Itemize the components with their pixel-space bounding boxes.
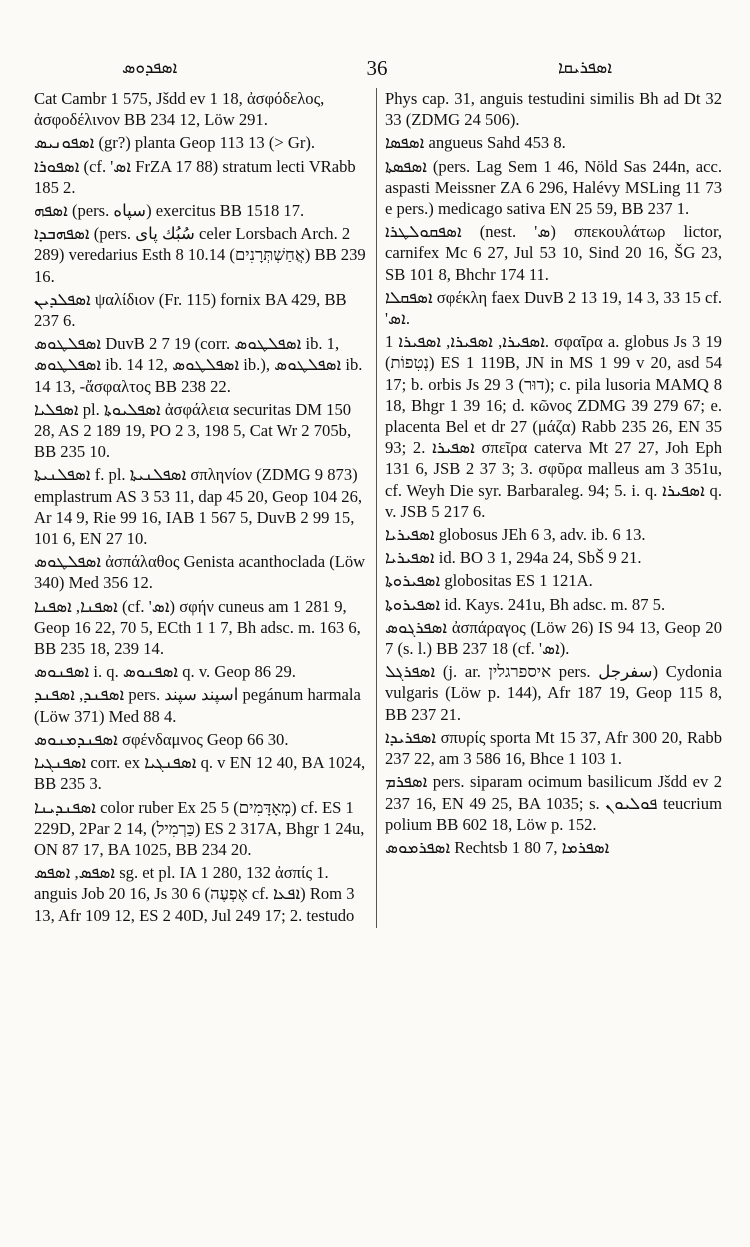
dictionary-entry: ܐܣܦܝܪܘܬܐ id. Kays. 241u, Bh adsc. m. 87 5. xyxy=(385,594,666,614)
dictionary-entry: ܐܣܦܪܝܕܐ σπυρίς sporta Mt 15 37, Afr 300 20, Rabb 237 22, am 3 586 16, Bhce 1 103 1. xyxy=(385,727,722,769)
dictionary-entry: ܐܣܦܝܪܐ, ܐܣܦܝܪܐ, ܐܣܦܝܪܐ 1. σφαῖρα a. globus Js 3 19 (נְטִפוֹת) ES 1 119B, JN in MS 1 99 v 20, asd 54 17; b. orbis Js 29 3 (דוּר); c. pila lusoria MAMQ 8 18, Bhgr 1 39 16; d. κῶνος ZDMG 39 279 67; e. placenta Bel et dr 27 (μάζα) Rabb 235 26, EN 35 93; 2. ܐܣܦܝܪܐ σπεῖρα caterva Mt 27 27, Joh Eph 131 6, JSB 2 37 3; 3. σφῦρα malleus am 3 351u, cf. Weyh Die syr. Barbaraleg. 94; 5. i. q. ܐܣܦܝܪܐ q. v. JSB 5 217 6. xyxy=(385,332,723,521)
dictionary-entry: ܐܣܦܘܪܐ (cf. 'ܐܣ FrZA 17 88) stratum lecti VRabb 185 2. xyxy=(34,156,356,197)
dictionary-entry: ܐܣܦܠܢܝܬܐ f. pl. ܐܣܦܠܢܝܬܐ σπληνίον (ZDMG 9 873) emplastrum AS 3 53 11, dap 45 20, Geop 104 26, Ar 14 9, Rie 99 16, IAB 1 567 5, DuvB 2 99 15, 101 6, EN 27 10. xyxy=(34,465,363,549)
right-column xyxy=(376,88,722,928)
dictionary-entry: ܐܣܦܢܕܡܢܘܣ σφένδαμνος Geop 66 30. xyxy=(34,729,289,749)
dictionary-entry: ܐܣܦܢܓܝܐ corr. ex ܐܣܦܢܓܝܐ q. v EN 12 40, BA 1024, BB 235 3. xyxy=(34,753,366,794)
dictionary-entry: ܐܣܦܗܒܕܐ (pers. سُبُك پای celer Lorsbach Arch. 2 289) veredarius Esth 8 10.14 (אֲחַשְׁתְּרָנִים) BB 239 16. xyxy=(34,224,366,286)
left-column xyxy=(32,88,371,928)
header-left-catchword: ܐܣܦܕܘܣ xyxy=(122,58,178,77)
two-column-body xyxy=(32,88,722,928)
dictionary-entry: ܐܣܦܪܓܘܣ ἀσπάραγος (Löw 26) IS 94 13, Geop 20 7 (s. l.) BB 237 18 (cf. 'ܐܣ). xyxy=(385,617,722,659)
dictionary-entry: ܐܣܦܣܬܐ (pers. Lag Sem 1 46, Nöld Sas 244n, acc. aspasti Meissner ZA 6 296, Halévy MSLing 11 73 e pers.) medicago sativa EN 25 59, BB 237 1. xyxy=(385,156,722,219)
dictionary-entry: ܐܣܦܪܓܠ (j. ar. איספרגלין pers. سفرجل) Cydonia vulgaris (Löw p. 144), Afr 187 19, Geop 115 8, BB 237 21. xyxy=(385,662,722,724)
page-number: 36 xyxy=(366,56,388,80)
dictionary-entry: ܐܣܦܠܕܝܢ ψαλίδιον (Fr. 115) fornix BA 429, BB 237 6. xyxy=(34,289,347,331)
dictionary-entry: Phys cap. 31, anguis testudini similis Bh ad Dt 32 33 (ZDMG 24 506). xyxy=(385,89,722,130)
dictionary-entry: ܐܣܦܝܪܘܬܐ globositas ES 1 121A. xyxy=(385,571,593,591)
header-right-catchword: ܐܣܦܪܝܩܐ xyxy=(558,58,612,77)
dictionary-entry: ܐܣܦܩܠܐ σφέκλη faex DuvB 2 13 19, 14 3, 33 15 cf. 'ܐܣ. xyxy=(385,287,722,329)
dictionary-entry: ܐܣܦܪܡ pers. siparam ocimum basilicum Jšdd ev 2 237 16, EN 49 25, BA 1035; s. ܦܘܠܝܘܢ teucrium polium BB 602 18, Löw p. 152. xyxy=(385,772,722,834)
dictionary-entry: ܐܣܦܠܛܘܣ ἀσπάλαθος Genista acanthoclada (Löw 340) Med 356 12. xyxy=(34,552,366,593)
page-header xyxy=(32,0,722,88)
dictionary-entry: ܐܣܦܢܐ, ܐܣܦܢܐ (cf. 'ܐܣ) σφήν cuneus am 1 281 9, Geop 16 22, 70 5, ECth 1 1 7, Bh adsc. m. 163 6, BB 235 18, 239 14. xyxy=(34,596,361,659)
dictionary-entry: Cat Cambr 1 575, Jšdd ev 1 18, ἀσφόδελος, ἀσφοδέλινον BB 234 12, Löw 291. xyxy=(34,89,325,130)
dictionary-entry: ܐܣܦܗ (pers. سپاه) exercitus BB 1518 17. xyxy=(34,201,305,221)
dictionary-entry: ܐܣܦܝܪܝܐ globosus JEh 6 3, adv. ib. 6 13. xyxy=(385,525,646,545)
dictionary-entry: ܐܣܦܪܡܘܣ Rechtsb 1 80 7, ܐܣܦܪܡܐ xyxy=(385,837,610,857)
dictionary-entry: ܐܣܦܩܘܠܛܪܐ (nest. 'ܣ) σπεκουλάτωρ lictor, carnifex Mc 6 27, Jul 53 10, Sind 20 16, ŠG 23, SB 101 8, Bhchr 174 11. xyxy=(385,222,722,284)
dictionary-entry: ܐܣܦܢܘܣ i. q. ܐܣܦܢܘܣ q. v. Geop 86 29. xyxy=(34,662,296,682)
dictionary-entry: ܐܣܦܣܐ angueus Sahd 453 8. xyxy=(385,133,566,153)
dictionary-entry: ܐܣܦܠܛܘܣ DuvB 2 7 19 (corr. ܐܣܦܠܛܘܣ ib. 1, ܐܣܦܠܛܘܣ ib. 14 12, ܐܣܦܠܛܘܣ ib.), ܐܣܦܠܛܘܣ ib. 14 13, -ἄσφαλτος BB 238 22. xyxy=(34,334,363,396)
dictionary-entry: ܐܣܦܝܪܝܐ id. BO 3 1, 294a 24, SbŠ 9 21. xyxy=(385,548,642,568)
dictionary-entry: ܐܣܦܢܕ, ܐܣܦܢܕ pers. اسپند سپند pegánum harmala (Löw 371) Med 88 4. xyxy=(34,685,361,726)
dictionary-entry: ܐܣܦܠܝܐ pl. ܐܣܦܠܝܘܬܐ ἀσφάλεια securitas DM 150 28, AS 2 189 19, PO 2 3, 198 5, Cat Wr 2 705b, BB 235 10. xyxy=(34,399,352,462)
dictionary-entry: ܐܣܦܣ, ܐܣܦܣ sg. et pl. IA 1 280, 132 ἀσπίς 1. anguis Job 20 16, Js 30 6 (אֶפְעֶה cf. ܐܦܥܐ) Rom 3 13, Afr 109 12, ES 2 40D, Jul 249 17; 2. testudo xyxy=(34,863,355,925)
dictionary-entry: ܐܣܦܢܕܝܢܐ color ruber Ex 25 5 (מְאָדָּמִים) cf. ES 1 229D, 2Par 2 14, (כַּרְמִיל) ES 2 317A, Bhgr 1 24u, ON 87 17, BA 1025, BB 234 20. xyxy=(34,797,365,859)
dictionary-entry: ܐܣܦܘܢܝܣ (gr?) planta Geop 113 13 (> Gr). xyxy=(34,133,316,153)
